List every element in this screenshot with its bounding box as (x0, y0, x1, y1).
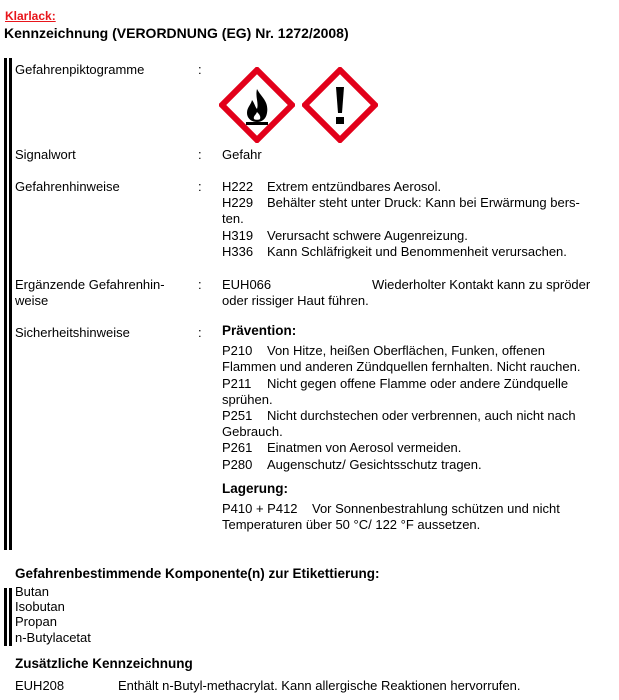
pictograms-label: Gefahrenpiktogramme (15, 62, 145, 77)
list-item: Isobutan (15, 599, 65, 615)
flame-icon (219, 67, 295, 143)
list-item: n-Butylacetat (15, 629, 91, 645)
colon: : (198, 179, 202, 194)
colon: : (198, 277, 202, 292)
change-bar (9, 588, 12, 646)
hazard-statement: H229 Behälter steht unter Druck: Kann bei Erwärmung bers- (222, 195, 580, 211)
colon: : (198, 147, 202, 162)
hazard-statement: H222 Extrem entzündbares Aerosol. (222, 179, 442, 194)
signalword-label: Signalwort (15, 147, 76, 162)
storage-heading: Lagerung: (222, 480, 288, 496)
hazard-statement-cont: ten. (222, 211, 244, 227)
additional-text: Enthält n-Butyl-methacrylat. Kann allergische Reaktionen hervorrufen. (118, 678, 521, 693)
components-list (15, 584, 91, 645)
exclamation-icon (302, 67, 378, 143)
list-item: Butan (15, 584, 49, 599)
supplementary-label: Ergänzende Gefahrenhin- weise (15, 277, 165, 308)
change-bar (4, 588, 7, 646)
colon: : (198, 325, 202, 340)
precautionary-statements: Prävention: P210 Von Hitze, heißen Oberflächen, Funken, offenen Flammen und anderen Zündquellen fernhalten. Nicht rauchen. P211 Nicht gegen offene Flamme oder andere Zündquelle sprühen. P251 Nicht durchstechen oder verbrennen, auch nicht nach Gebrauch. P261 Einatmen von Aerosol vermeiden. P280 Augenschutz/ Gesichtsschutz tragen. Lagerung: P410 + P412 Vor Sonnenbestrahlung schützen und nicht Temperaturen über 50 °C/ 122 °F aussetzen. (222, 323, 612, 533)
components-heading: Gefahrenbestimmende Komponente(n) zur Etikettierung: (15, 566, 380, 581)
hazard-statement: H336 Kann Schläfrigkeit und Benommenheit verursachen. (222, 243, 567, 259)
hazard-statement: H319 Verursacht schwere Augenreizung. (222, 227, 468, 243)
list-item: Propan (15, 614, 57, 630)
page-title: Kennzeichnung (VERORDNUNG (EG) Nr. 1272/2008) (4, 25, 349, 41)
precautionary-label: Sicherheitshinweise (15, 325, 130, 340)
signalword-value: Gefahr (222, 147, 262, 162)
hazard-label: Gefahrenhinweise (15, 179, 120, 194)
additional-code: EUH208 (15, 678, 65, 693)
prevention-heading: Prävention: (222, 323, 297, 338)
change-bar (4, 58, 7, 550)
supplementary-statement: EUH066 Wiederholter Kontakt kann zu spröder oder rissiger Haut führen. (222, 277, 591, 309)
change-bar (9, 58, 12, 550)
hazard-statements (222, 179, 580, 260)
colon: : (198, 62, 202, 77)
additional-heading: Zusätzliche Kennzeichnung (15, 656, 193, 671)
product-label: Klarlack: (5, 9, 56, 23)
